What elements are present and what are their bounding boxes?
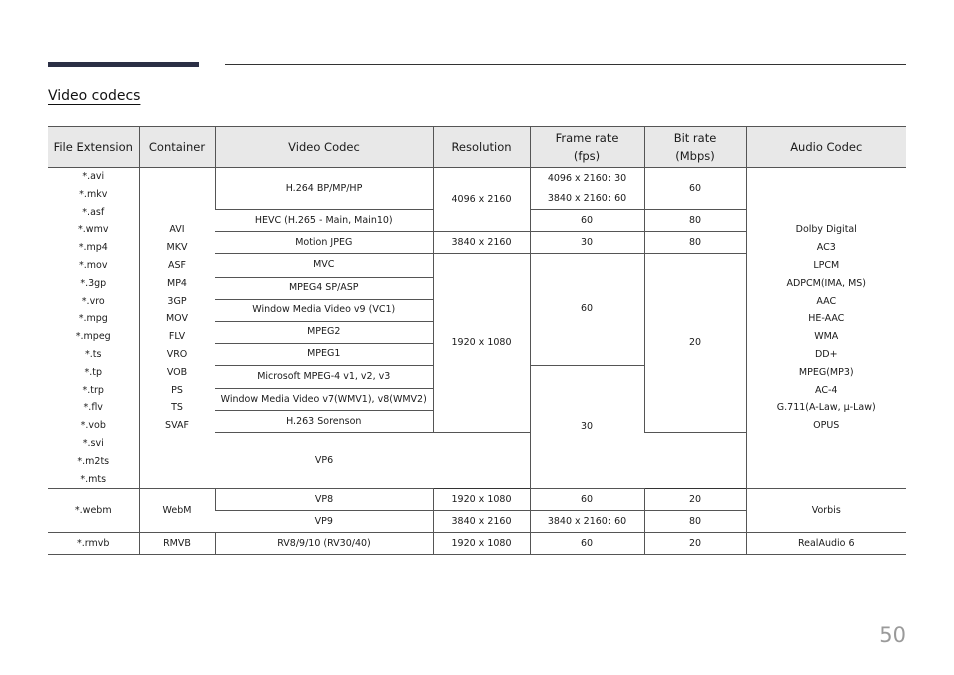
- containers-cell: RMVB: [139, 533, 215, 555]
- audio-codec-cell: Dolby Digital AC3 LPCM ADPCM(IMA, MS) AAC HE-AAC WMA DD+ MPEG(MP3) AC-4 G.711(A-Law, μ-Law) OPUS: [746, 168, 906, 489]
- bit-rate-cell: 80: [644, 511, 746, 533]
- codec-cell: MPEG4 SP/ASP: [215, 277, 433, 299]
- audio-codec-cell: RealAudio 6: [746, 533, 906, 555]
- header-rule: [225, 64, 906, 65]
- header-video-codec: Video Codec: [215, 127, 433, 168]
- frame-rate-cell: 30: [530, 365, 644, 489]
- resolution-cell: 1920 x 1080: [433, 489, 530, 511]
- codec-cell: VP6: [215, 433, 433, 489]
- bit-rate-cell: 20: [644, 489, 746, 511]
- table-row: [48, 489, 906, 511]
- audio-codec-cell: Vorbis: [746, 489, 906, 533]
- extensions-cell: *.webm: [48, 489, 139, 533]
- section-title: Video codecs: [48, 88, 141, 104]
- frame-rate-cell: 30: [530, 232, 644, 254]
- table-header-row: [48, 127, 906, 168]
- frame-rate-cell: 60: [530, 254, 644, 366]
- table-row: [48, 533, 906, 555]
- page-number: 50: [879, 623, 906, 647]
- frame-rate-cell: 60: [530, 210, 644, 232]
- table-group-main: [48, 168, 906, 489]
- frame-rate-cell: 3840 x 2160: 60: [530, 511, 644, 533]
- resolution-cell: 3840 x 2160: [433, 232, 530, 254]
- codec-cell: Window Media Video v9 (VC1): [215, 299, 433, 321]
- containers-cell: AVI MKV ASF MP4 3GP MOV FLV VRO VOB PS TS SVAF: [139, 168, 215, 489]
- header-file-extension: File Extension: [48, 127, 139, 168]
- codec-cell: Microsoft MPEG-4 v1, v2, v3: [215, 365, 433, 389]
- table-group-rmvb: [48, 533, 906, 555]
- bit-rate-cell: 80: [644, 210, 746, 232]
- header-audio-codec: Audio Codec: [746, 127, 906, 168]
- codec-cell: MPEG2: [215, 321, 433, 343]
- codec-cell: HEVC (H.265 - Main, Main10): [215, 210, 433, 232]
- codec-cell: Motion JPEG: [215, 232, 433, 254]
- codec-cell: MPEG1: [215, 343, 433, 365]
- resolution-cell: 4096 x 2160: [433, 168, 530, 232]
- codec-cell: RV8/9/10 (RV30/40): [215, 533, 433, 555]
- codec-cell: VP8: [215, 489, 433, 511]
- frame-rate-cell: 60: [530, 489, 644, 511]
- codec-cell: MVC: [215, 254, 433, 278]
- header-accent-bar: [48, 62, 199, 67]
- header-frame-rate: Frame rate (fps): [530, 127, 644, 168]
- table-row: [48, 168, 906, 210]
- header-container: Container: [139, 127, 215, 168]
- bit-rate-cell: 20: [644, 254, 746, 433]
- resolution-cell: 3840 x 2160: [433, 511, 530, 533]
- resolution-cell: 1920 x 1080: [433, 254, 530, 433]
- codec-cell: H.264 BP/MP/HP: [215, 168, 433, 210]
- video-codecs-table: [48, 126, 906, 555]
- bit-rate-cell: 60: [644, 168, 746, 210]
- header-resolution: Resolution: [433, 127, 530, 168]
- containers-cell: WebM: [139, 489, 215, 533]
- extensions-cell: *.rmvb: [48, 533, 139, 555]
- header-bit-rate: Bit rate (Mbps): [644, 127, 746, 168]
- bit-rate-cell: 20: [644, 533, 746, 555]
- codec-cell: VP9: [215, 511, 433, 533]
- resolution-cell: 1920 x 1080: [433, 533, 530, 555]
- bit-rate-cell: 80: [644, 232, 746, 254]
- table-group-webm: [48, 489, 906, 533]
- frame-rate-cell: 60: [530, 533, 644, 555]
- frame-rate-cell: 4096 x 2160: 30 3840 x 2160: 60: [530, 168, 644, 210]
- codec-cell: Window Media Video v7(WMV1), v8(WMV2): [215, 389, 433, 411]
- extensions-cell: *.avi *.mkv *.asf *.wmv *.mp4 *.mov *.3gp *.vro *.mpg *.mpeg *.ts *.tp *.trp *.flv *.vob *.svi *.m2ts *.mts: [48, 168, 139, 489]
- codec-cell: H.263 Sorenson: [215, 411, 433, 433]
